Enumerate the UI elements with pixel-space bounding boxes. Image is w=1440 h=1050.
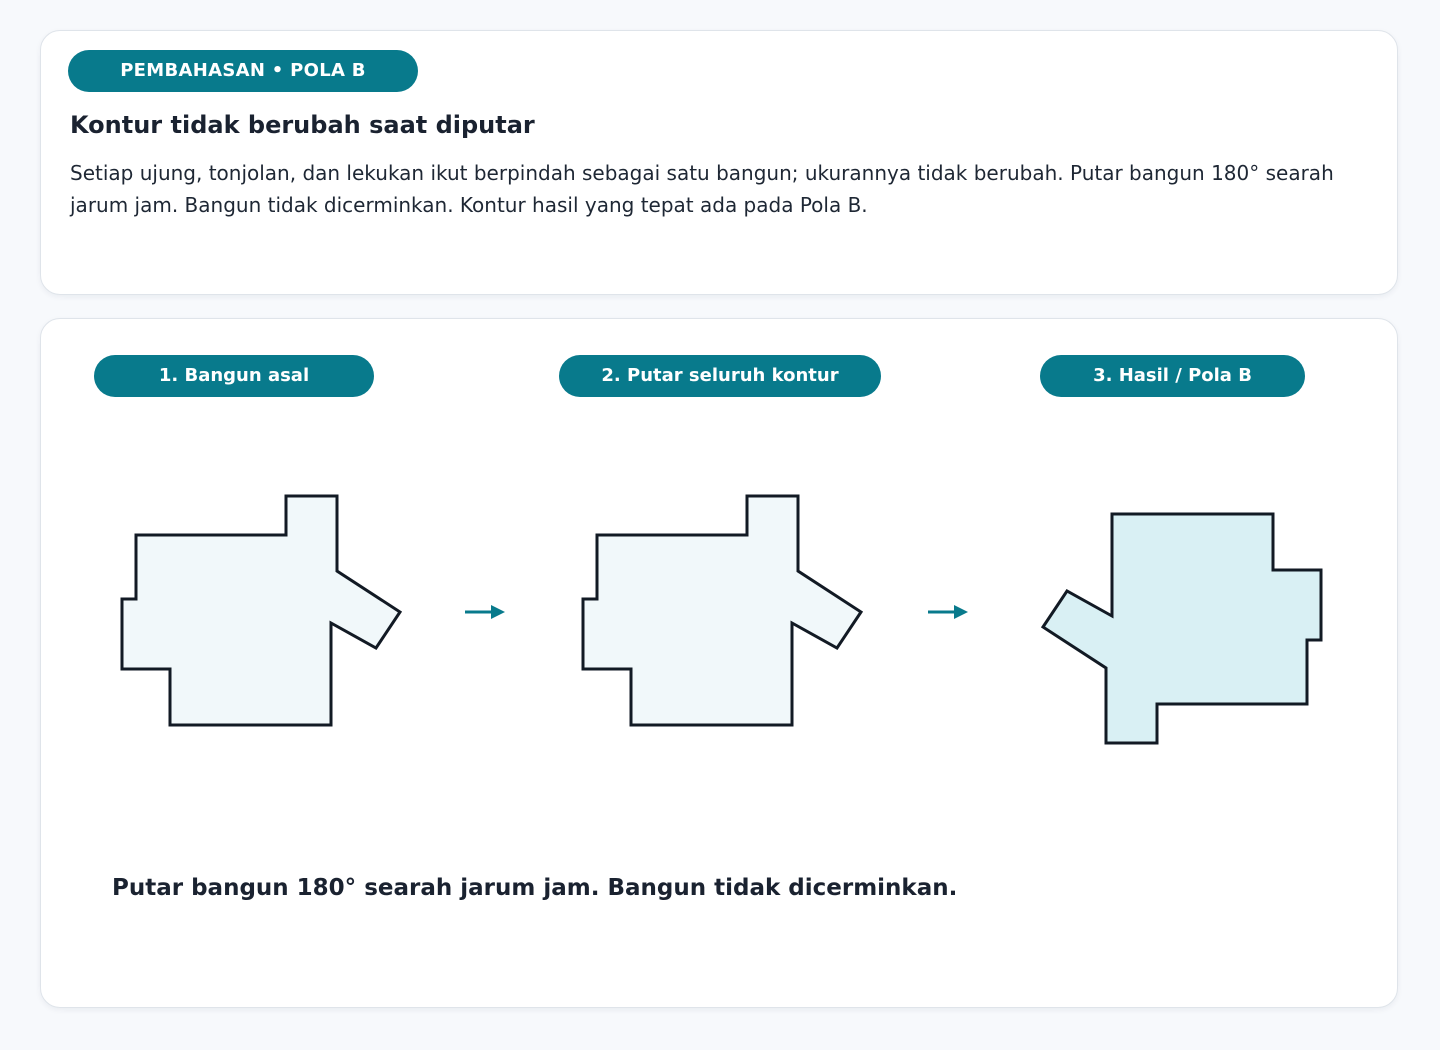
diagram-card (40, 318, 1398, 1008)
step-label-original: 1. Bangun asal (94, 355, 374, 397)
rotating-shape (583, 496, 861, 725)
explanation-card (40, 30, 1398, 295)
explanation-text: Setiap ujung, tonjolan, dan lekukan ikut berpindah sebagai satu bangun; ukurannya tidak berubah. Putar bangun 180° searah jarum jam. Bangun tidak dicerminkan. Kontur hasil yang tepat ada pada Pola B. (70, 161, 1334, 217)
step-label-rotate: 2. Putar seluruh kontur (559, 355, 881, 397)
result-shape (1043, 514, 1321, 743)
arrow-right-icon (465, 605, 505, 619)
rotation-diagram (41, 319, 1399, 1009)
diagram-caption: Putar bangun 180° searah jarum jam. Bangun tidak dicerminkan. (112, 875, 958, 901)
explanation-title: Kontur tidak berubah saat diputar (70, 111, 535, 139)
arrow-right-icon (928, 605, 968, 619)
section-badge: PEMBAHASAN • POLA B (68, 50, 418, 92)
original-shape (122, 496, 400, 725)
step-label-result: 3. Hasil / Pola B (1040, 355, 1305, 397)
